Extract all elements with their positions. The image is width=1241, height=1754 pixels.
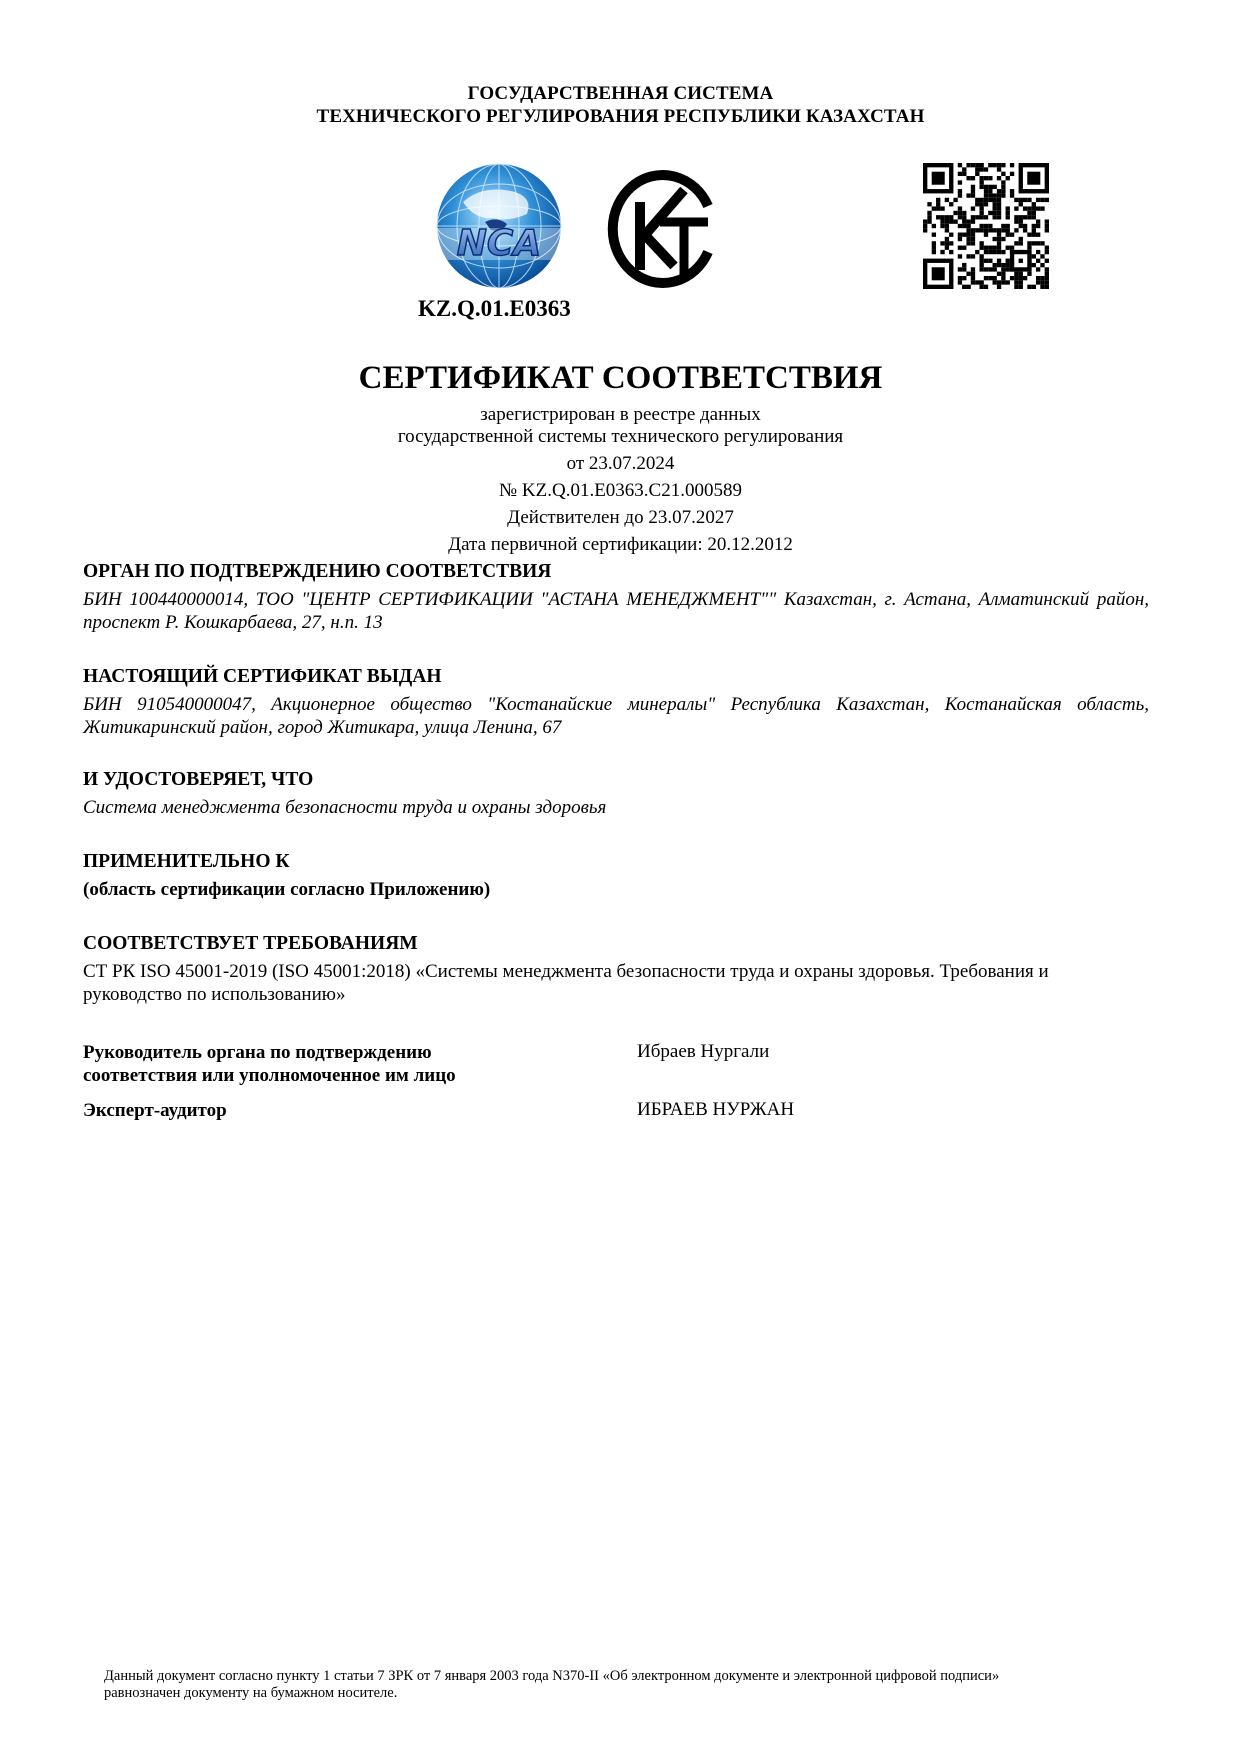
legal-footer [104, 1668, 1184, 1702]
header-line-2: ТЕХНИЧЕСКОГО РЕГУЛИРОВАНИЯ РЕСПУБЛИКИ КАЗАХСТАН [316, 106, 925, 127]
valid-until: Действителен до 23.07.2027 [507, 507, 734, 528]
certificate-number: № KZ.Q.01.E0363.C21.000589 [499, 480, 742, 501]
section-certifies-body: Система менеджмента безопасности труда и охраны здоровья [83, 797, 607, 818]
registration-date: от 23.07.2024 [566, 453, 675, 474]
registration-line-1: зарегистрирован в реестре данных [480, 404, 761, 425]
section-organ-heading: ОРГАН ПО ПОДТВЕРЖДЕНИЮ СООТВЕТСТВИЯ [83, 561, 552, 582]
section-complies-heading: СООТВЕТСТВУЕТ ТРЕБОВАНИЯМ [83, 933, 418, 954]
header-line-1: ГОСУДАРСТВЕННАЯ СИСТЕМА [467, 83, 774, 104]
section-applicable-body: (область сертификации согласно Приложению) [83, 879, 491, 900]
document-title: СЕРТИФИКАТ СООТВЕТСТВИЯ [358, 360, 883, 396]
section-applicable-heading: ПРИМЕНИТЕЛЬНО К [83, 851, 290, 872]
nca-logo [423, 162, 575, 292]
kz-conformity-mark [604, 166, 716, 290]
head-signatory-name: Ибраев Нургали [637, 1041, 770, 1062]
section-issued-heading: НАСТОЯЩИЙ СЕРТИФИКАТ ВЫДАН [83, 666, 442, 687]
head-signatory-label-line-2: соответствия или уполномоченное им лицо [83, 1065, 456, 1086]
legal-footer-line-1: Данный документ согласно пункту 1 статьи 7 ЗРК от 7 января 2003 года N370-II «Об электронном документе и электронной цифровой подписи» [104, 1668, 1000, 1684]
nca-logo-text: NCA [456, 223, 542, 264]
section-issued-body: БИН 910540000047, Акционерное общество "Костанайские минералы" Республика Казахстан, Костанайская область, Житикаринский район, город Житикара, улица Ленина, 67 [83, 694, 1149, 738]
section-complies-body: СТ РК ISO 45001-2019 (ISO 45001:2018) «Системы менеджмента безопасности труда и охраны здоровья. Требования и руководство по использованию» [83, 961, 1049, 1005]
section-organ-body: БИН 100440000014, ТОО "ЦЕНТР СЕРТИФИКАЦИИ "АСТАНА МЕНЕДЖМЕНТ"" Казахстан, г. Астана, Алматинский район, проспект Р. Кошкарбаева, 27, н.п. 13 [83, 589, 1149, 633]
section-certifies-heading: И УДОСТОВЕРЯЕТ, ЧТО [83, 769, 314, 790]
initial-certification-date: Дата первичной сертификации: 20.12.2012 [448, 534, 793, 555]
head-signatory-label [83, 1041, 603, 1087]
accreditation-code: KZ.Q.01.E0363 [418, 296, 571, 321]
legal-footer-line-2: равнозначен документу на бумажном носителе. [104, 1685, 398, 1701]
auditor-label: Эксперт-аудитор [83, 1100, 227, 1121]
head-signatory-label-line-1: Руководитель органа по подтверждению [83, 1042, 432, 1063]
qr-code [923, 163, 1049, 289]
registration-line-2: государственной системы технического регулирования [397, 426, 844, 447]
auditor-name: ИБРАЕВ НУРЖАН [637, 1099, 795, 1120]
